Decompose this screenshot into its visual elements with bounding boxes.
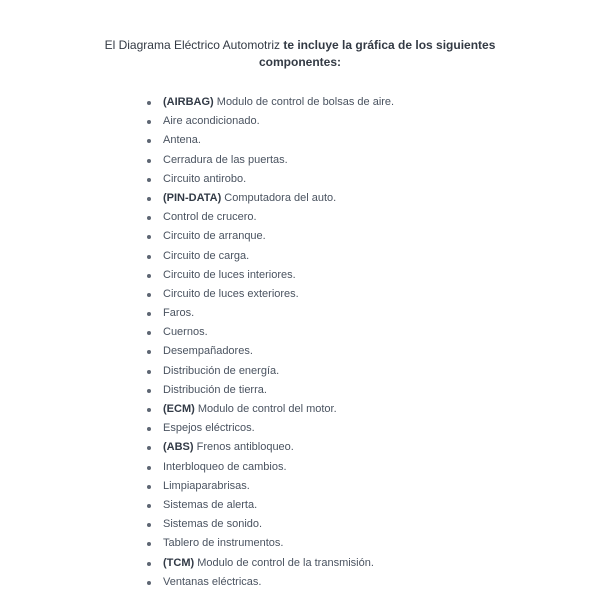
intro-bold-text: te incluye la gráfica de los siguientes	[283, 38, 496, 52]
list-item	[143, 170, 394, 189]
item-text: Aire acondicionado.	[163, 115, 260, 128]
bullet-icon	[147, 331, 151, 335]
item-text: Cuernos.	[163, 326, 208, 339]
bullet-icon	[147, 562, 151, 566]
item-text: Modulo de control de la transmisión.	[194, 556, 374, 569]
item-text: Distribución de tierra.	[163, 383, 267, 396]
item-text: Desempañadores.	[163, 345, 253, 358]
bullet-icon	[147, 523, 151, 527]
bullet-icon	[147, 370, 151, 374]
item-text: Sistemas de alerta.	[163, 498, 258, 511]
bullet-icon	[147, 197, 151, 201]
list-item	[143, 342, 394, 361]
list-item	[143, 458, 394, 477]
item-text: Frenos antibloqueo.	[193, 441, 294, 454]
item-text: Modulo de control de bolsas de aire.	[213, 96, 395, 108]
list-item	[143, 131, 394, 150]
item-text: Antena.	[163, 134, 201, 147]
list-item	[143, 189, 394, 208]
item-text: Tablero de instrumentos.	[163, 537, 284, 550]
item-text: Circuito de luces interiores.	[163, 268, 296, 281]
intro-line-2: componentes:	[258, 55, 341, 69]
bullet-icon	[147, 504, 151, 508]
bullet-icon	[147, 120, 151, 124]
list-item	[143, 573, 394, 592]
item-abbreviation: (TCM)	[163, 556, 195, 569]
item-abbreviation: (AIRBAG)	[163, 96, 214, 108]
bullet-icon	[147, 159, 151, 163]
bullet-icon	[147, 139, 151, 143]
list-item	[143, 151, 394, 170]
item-text: Cerradura de las puertas.	[163, 153, 288, 166]
bullet-icon	[147, 581, 151, 585]
list-item	[143, 304, 394, 323]
bullet-icon	[147, 255, 151, 259]
intro-line-1	[0, 37, 600, 54]
bullet-icon	[147, 178, 151, 182]
item-text: Limpiaparabrisas.	[163, 479, 250, 492]
bullet-icon	[147, 101, 151, 105]
list-item	[143, 534, 394, 553]
item-text: Sistemas de sonido.	[163, 518, 263, 531]
item-text: Computadora del auto.	[221, 191, 337, 204]
bullet-icon	[147, 466, 151, 470]
item-abbreviation: (PIN-DATA)	[163, 191, 222, 204]
item-text: Modulo de control del motor.	[194, 403, 337, 415]
intro-normal-text: El Diagrama Eléctrico Automotriz	[104, 38, 284, 52]
intro-heading	[0, 37, 600, 71]
item-text: Ventanas eléctricas.	[163, 575, 262, 588]
item-abbreviation: (ECM)	[163, 403, 195, 415]
list-item	[143, 554, 394, 573]
bullet-icon	[147, 350, 151, 354]
bullet-icon	[147, 216, 151, 220]
item-abbreviation: (ABS)	[163, 441, 194, 454]
bullet-icon	[147, 446, 151, 450]
list-item	[143, 496, 394, 515]
bullet-icon	[147, 427, 151, 431]
item-text: Circuito antirobo.	[163, 172, 247, 185]
bullet-icon	[147, 235, 151, 239]
item-text: Interbloqueo de cambios.	[163, 460, 287, 473]
component-list	[143, 93, 394, 592]
list-item	[143, 266, 394, 285]
item-text: Circuito de arranque.	[163, 230, 266, 243]
bullet-icon	[147, 485, 151, 489]
item-text: Faros.	[163, 307, 195, 320]
list-item	[143, 227, 394, 246]
list-item	[143, 362, 394, 381]
item-text: Espejos eléctricos.	[163, 422, 255, 435]
list-item	[143, 515, 394, 534]
bullet-icon	[147, 408, 151, 412]
list-item	[143, 438, 394, 457]
list-item	[143, 400, 394, 419]
bullet-icon	[147, 312, 151, 316]
list-item	[143, 247, 394, 266]
item-text: Circuito de luces exteriores.	[163, 287, 299, 300]
item-text: Distribución de energía.	[163, 364, 280, 377]
list-item	[143, 419, 394, 438]
bullet-icon	[147, 274, 151, 278]
list-item	[143, 323, 394, 342]
bullet-icon	[147, 542, 151, 546]
list-item	[143, 112, 394, 131]
bullet-icon	[147, 389, 151, 393]
list-item	[143, 93, 394, 112]
list-item	[143, 477, 394, 496]
list-item	[143, 381, 394, 400]
bullet-icon	[147, 293, 151, 297]
item-text: Circuito de carga.	[163, 249, 250, 262]
item-text: Control de crucero.	[163, 211, 257, 224]
list-item	[143, 208, 394, 227]
list-item	[143, 285, 394, 304]
